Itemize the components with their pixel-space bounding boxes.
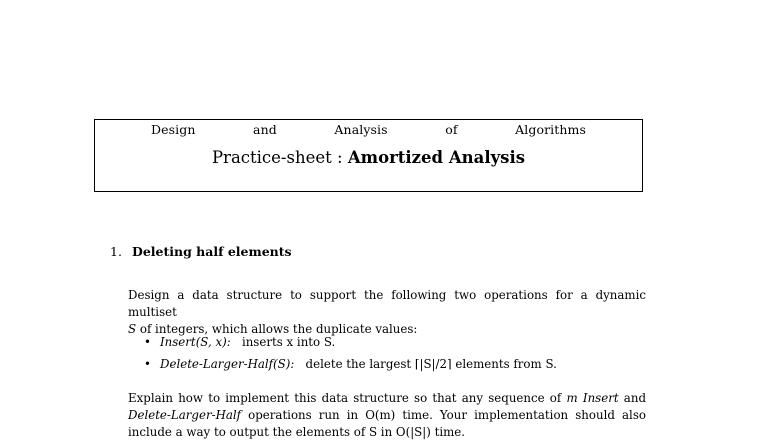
intro-var: S xyxy=(128,322,137,336)
problem-number: 1. xyxy=(110,244,122,259)
op-name: Delete-Larger-Half xyxy=(160,357,274,371)
sheet-topic: Amortized Analysis xyxy=(347,148,526,167)
explain-insert: Insert xyxy=(582,391,619,405)
operations-list xyxy=(128,334,646,378)
sheet-title xyxy=(95,147,642,169)
op-description: inserts x into S. xyxy=(241,335,336,349)
explain-text-b: operations run in O(m) time. Your implementation should also include a way to output the elements of S in O(|S|) time. xyxy=(128,408,646,439)
intro-line-1: Design a data structure to support the following two operations for a dynamic multiset xyxy=(128,288,646,319)
problem-title: Deleting half elements xyxy=(131,244,292,259)
op-name: Insert xyxy=(160,335,196,349)
op-signature: (S, x): xyxy=(195,335,231,349)
explain-m: m xyxy=(566,391,578,405)
bullet-icon: • xyxy=(144,335,151,349)
problem-intro xyxy=(128,287,646,338)
course-word: Analysis xyxy=(334,122,388,137)
sheet-label: Practice-sheet : xyxy=(211,148,343,167)
explain-and: and xyxy=(618,391,646,405)
explain-text-a: Explain how to implement this data structure so that any sequence of xyxy=(128,391,567,405)
title-box xyxy=(94,119,643,192)
op-description: delete the largest ⌈|S|/2⌉ elements from S. xyxy=(305,357,557,371)
explain-dlh: Delete-Larger-Half xyxy=(128,408,242,422)
bullet-icon: • xyxy=(144,357,151,371)
problem-explanation xyxy=(128,390,646,441)
problem-heading xyxy=(110,244,650,260)
op-signature: (S): xyxy=(273,357,295,371)
list-item xyxy=(128,356,646,378)
course-word: of xyxy=(445,122,458,137)
course-word: and xyxy=(253,122,277,137)
course-word: Design xyxy=(151,122,196,137)
list-item xyxy=(128,334,646,356)
course-word: Algorithms xyxy=(515,122,586,137)
course-title xyxy=(151,122,586,138)
intro-line-2: of integers, which allows the duplicate values: xyxy=(136,322,418,336)
